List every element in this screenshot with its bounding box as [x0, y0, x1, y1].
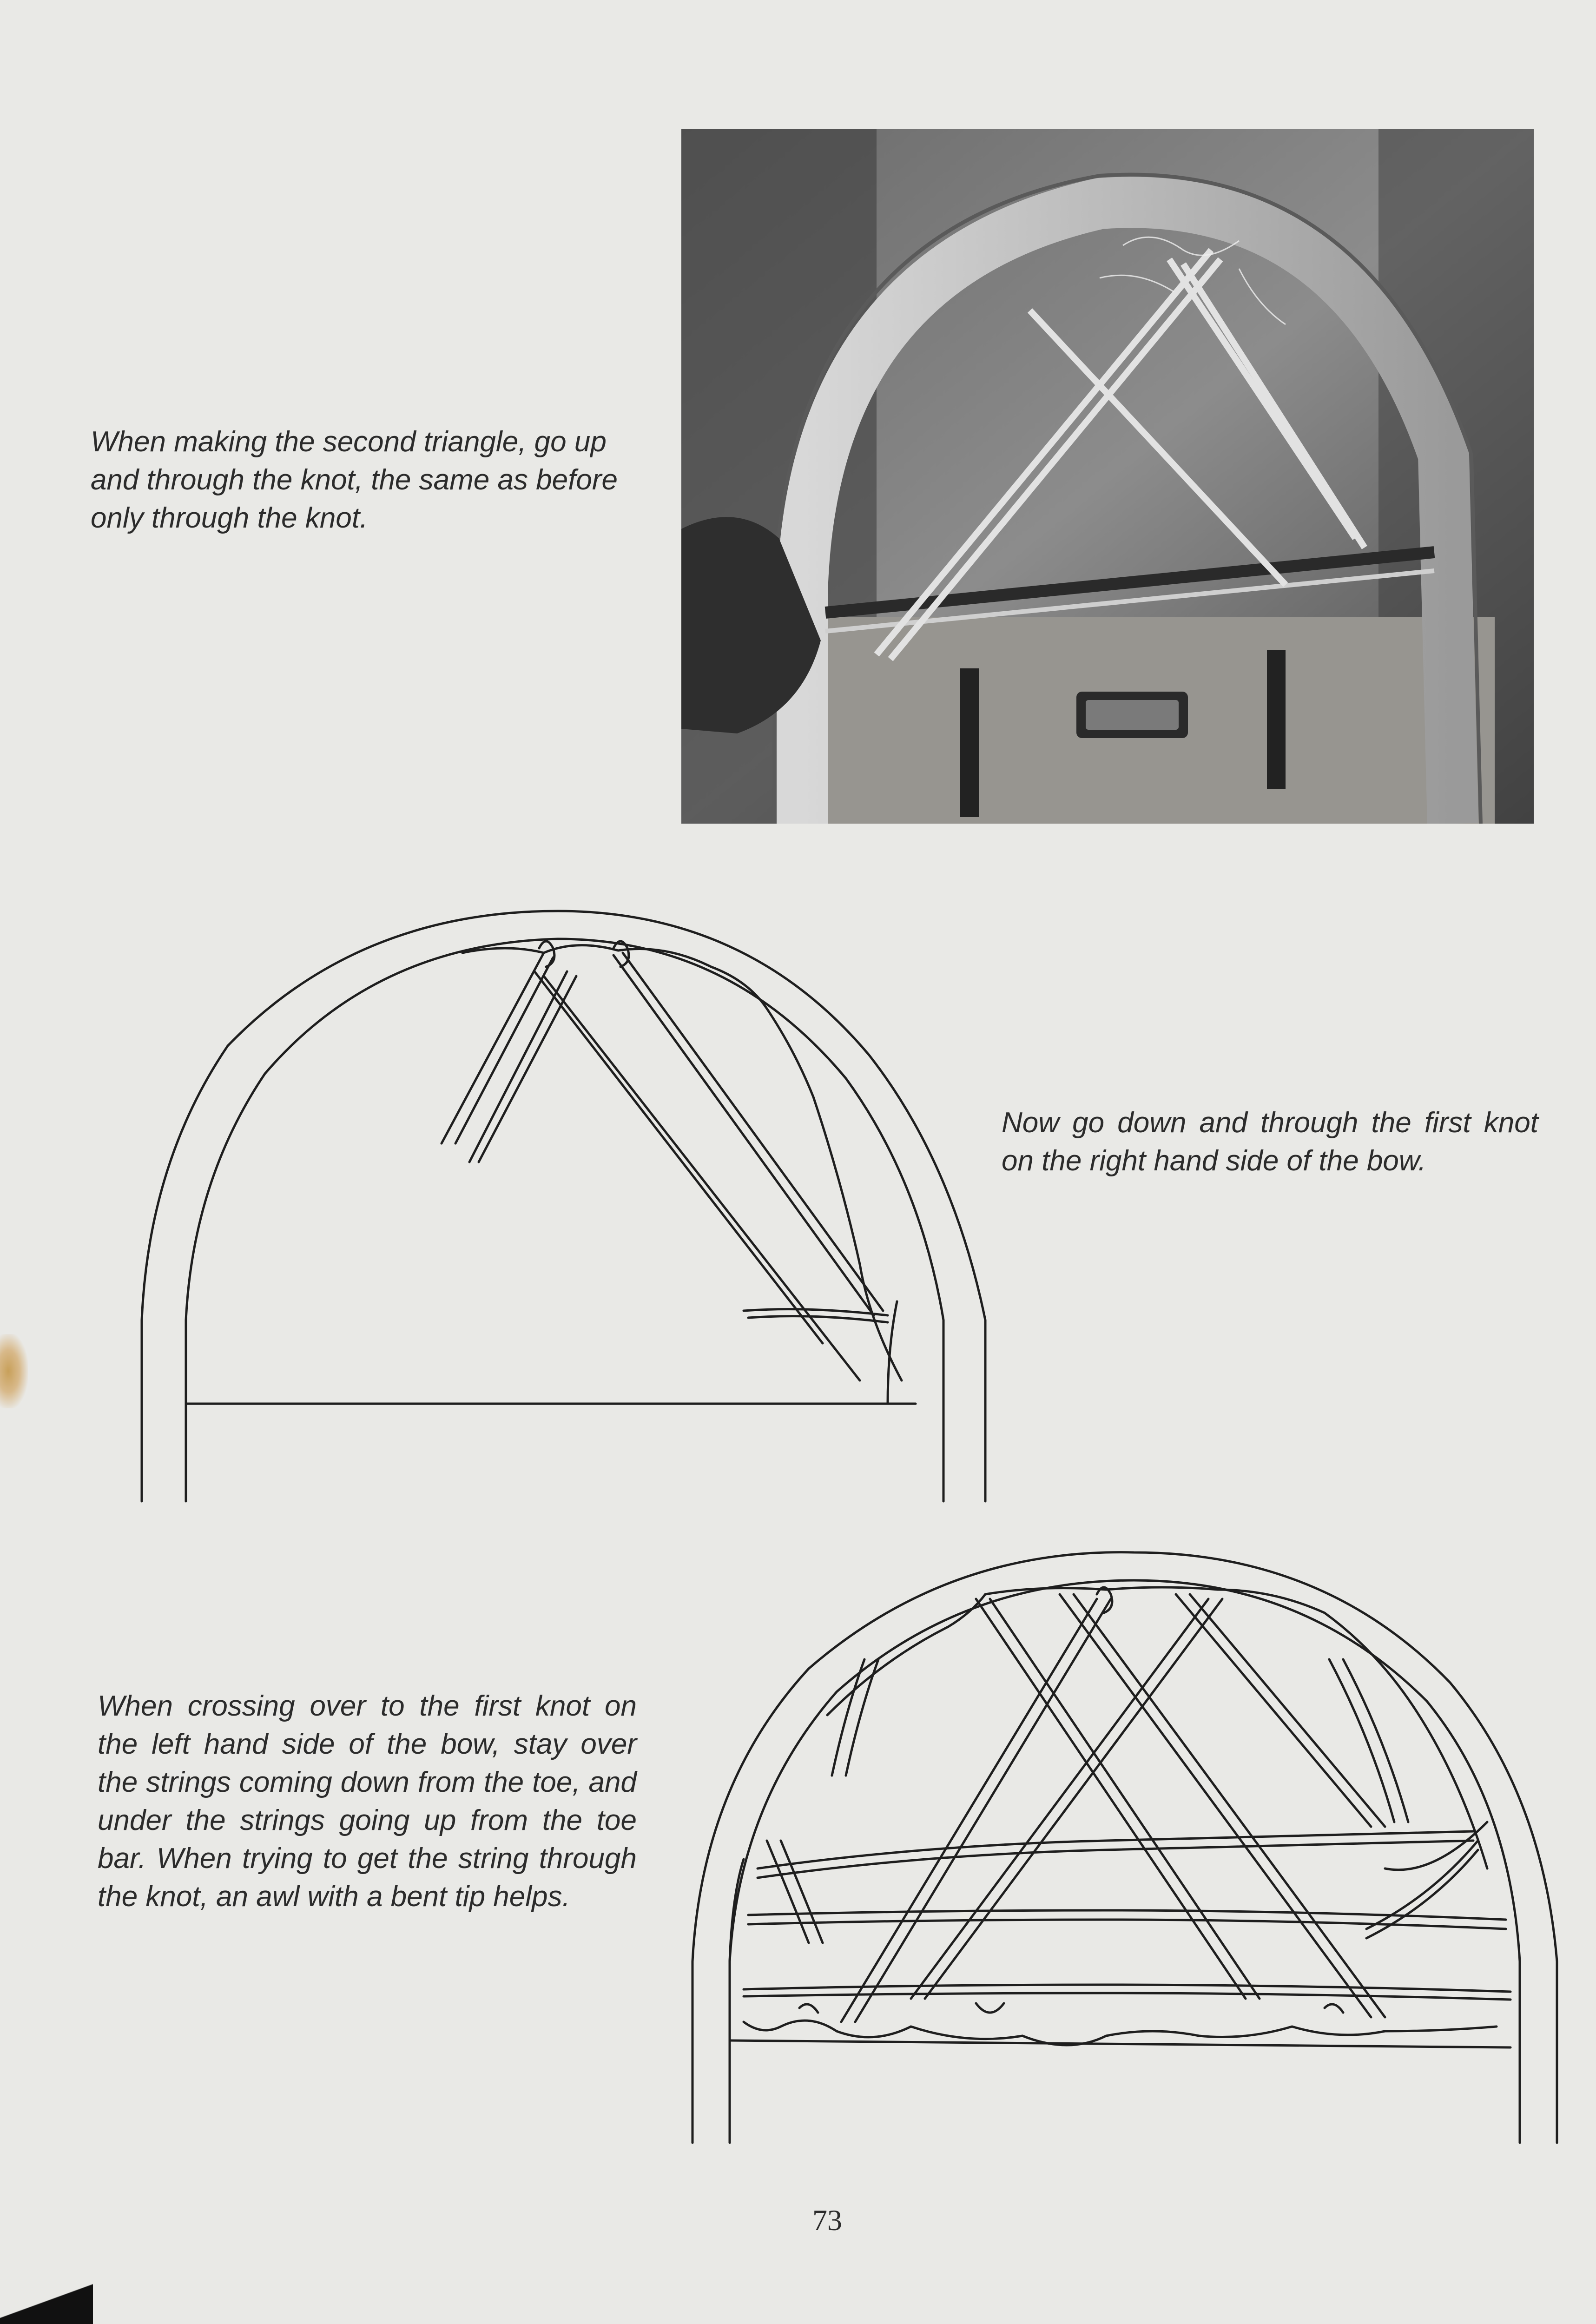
caption-second-triangle: When making the second triangle, go up and through the knot, the same as before only through the knot.: [91, 426, 618, 534]
caption-crossing-over: When crossing over to the first knot on the left hand side of the bow, stay over the strings coming down from the toe, and under the strings going up from the toe bar. When trying to get the string through the knot, an awl with a bent tip helps.: [98, 1690, 637, 1913]
photo-snowshoe-lacing: [681, 129, 1534, 824]
diagram-crossing-strings: [688, 1543, 1562, 2147]
caption-down-through-knot: Now go down and through the first knot on the right hand side of the bow.: [1002, 1107, 1538, 1177]
page-stain: [0, 1334, 28, 1408]
diagram-second-triangle: [135, 902, 999, 1506]
page-corner-shadow: [0, 2268, 93, 2324]
page-number: 73: [812, 2204, 842, 2237]
